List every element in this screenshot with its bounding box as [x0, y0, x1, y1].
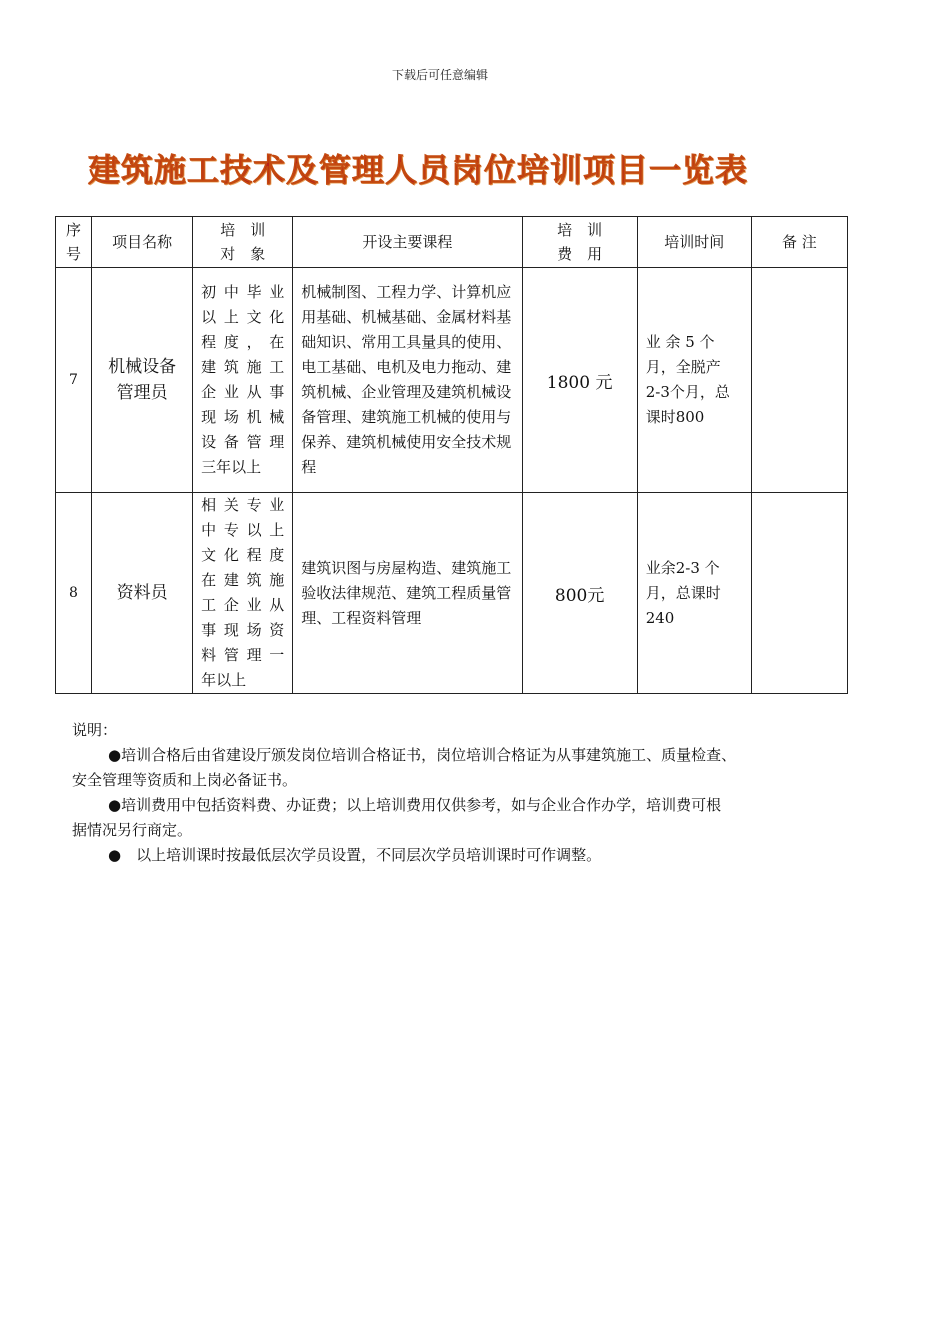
row-seq: 8	[56, 493, 92, 694]
header-time: 培训时间	[637, 217, 751, 268]
header-seq-line: 号	[66, 245, 82, 263]
document-title: 建筑施工技术及管理人员岗位培训项目一览表	[88, 151, 749, 189]
header-name: 项目名称	[92, 217, 193, 268]
row-note	[751, 493, 847, 694]
row-time-line: 业余2-3 个	[645, 558, 720, 577]
row-time-line: 2-3个月，总	[645, 383, 730, 401]
row-target-last: 三年以上	[201, 458, 262, 476]
row-target-line: 程度，在	[201, 333, 285, 351]
row-fee: 800元	[522, 493, 637, 694]
note-item: ●培训合格后由省建设厅颁发岗位培训合格证书，岗位培训合格证为从事建筑施工、质量检查、	[108, 746, 737, 764]
row-seq: 7	[56, 268, 92, 493]
header-seq-line: 序	[66, 221, 82, 239]
header-note: 下载后可任意编辑	[391, 68, 488, 82]
row-name	[92, 493, 193, 694]
row-time	[637, 493, 751, 694]
row-time-line: 240	[645, 608, 675, 627]
row-time-line: 业 余 5 个	[645, 333, 715, 351]
row-target-line: 以上文化	[201, 308, 285, 326]
row-target-line: 在建筑施	[201, 571, 285, 589]
row-time	[637, 268, 751, 493]
row-target-line: 企业从事	[201, 383, 285, 401]
note-item-continuation: 安全管理等资质和上岗必备证书。	[72, 771, 298, 789]
row-target-line: 相关专业	[201, 496, 285, 514]
notes-section	[72, 718, 832, 868]
row-course: 机械制图、工程力学、计算机应用基础、机械基础、金属材料基础知识、常用工具量具的使用、电工基础、电机及电力拖动、建筑机械、企业管理及建筑机械设备管理、建筑施工机械的使用与保养、建筑机械使用安全技术规程	[293, 268, 522, 493]
row-time-line: 月，全脱产	[645, 358, 721, 376]
row-name	[92, 268, 193, 493]
note-item: ●培训费用中包括资料费、办证费；以上培训费用仅供参考，如与企业合作办学，培训费可根	[108, 796, 722, 814]
note-item-continuation: 据情况另行商定。	[72, 821, 193, 839]
row-target-line: 事现场资	[201, 621, 285, 639]
row-name-line: 管理员	[116, 383, 168, 403]
table-row	[56, 268, 848, 493]
row-target-line: 设备管理	[201, 433, 285, 451]
row-course: 建筑识图与房屋构造、建筑施工验收法律规范、建筑工程质量管理、工程资料管理	[293, 493, 522, 694]
header-target-line: 对 象	[220, 245, 266, 263]
header-seq	[56, 217, 92, 268]
row-target-last: 年以上	[201, 671, 247, 689]
row-target-line: 料管理一	[201, 646, 285, 664]
row-name-line: 资料员	[116, 583, 168, 603]
header-course: 开设主要课程	[293, 217, 522, 268]
row-target-line: 建筑施工	[201, 358, 285, 376]
row-target	[193, 493, 293, 694]
training-table	[55, 216, 848, 694]
row-target-line: 中专以上	[201, 521, 285, 539]
row-target	[193, 268, 293, 493]
row-target-line: 初中毕业	[201, 283, 285, 301]
row-fee: 1800 元	[522, 268, 637, 493]
row-note	[751, 268, 847, 493]
row-target-line: 现场机械	[201, 408, 285, 426]
row-name-line: 机械设备	[108, 357, 177, 377]
notes-label: 说明：	[72, 721, 118, 739]
header-fee-line: 费 用	[557, 245, 603, 263]
row-time-line: 课时800	[645, 408, 705, 426]
header-fee	[522, 217, 637, 268]
header-target-line: 培 训	[220, 221, 266, 239]
header-fee-line: 培 训	[557, 221, 603, 239]
row-target-line: 工企业从	[201, 596, 285, 614]
table-row	[56, 493, 848, 694]
header-note: 备 注	[751, 217, 847, 268]
row-time-line: 月，总课时	[645, 583, 721, 602]
table-header-row	[56, 217, 848, 268]
header-target	[193, 217, 293, 268]
note-item: ● 以上培训课时按最低层次学员设置，不同层次学员培训课时可作调整。	[108, 846, 602, 864]
row-target-line: 文化程度	[201, 546, 285, 564]
